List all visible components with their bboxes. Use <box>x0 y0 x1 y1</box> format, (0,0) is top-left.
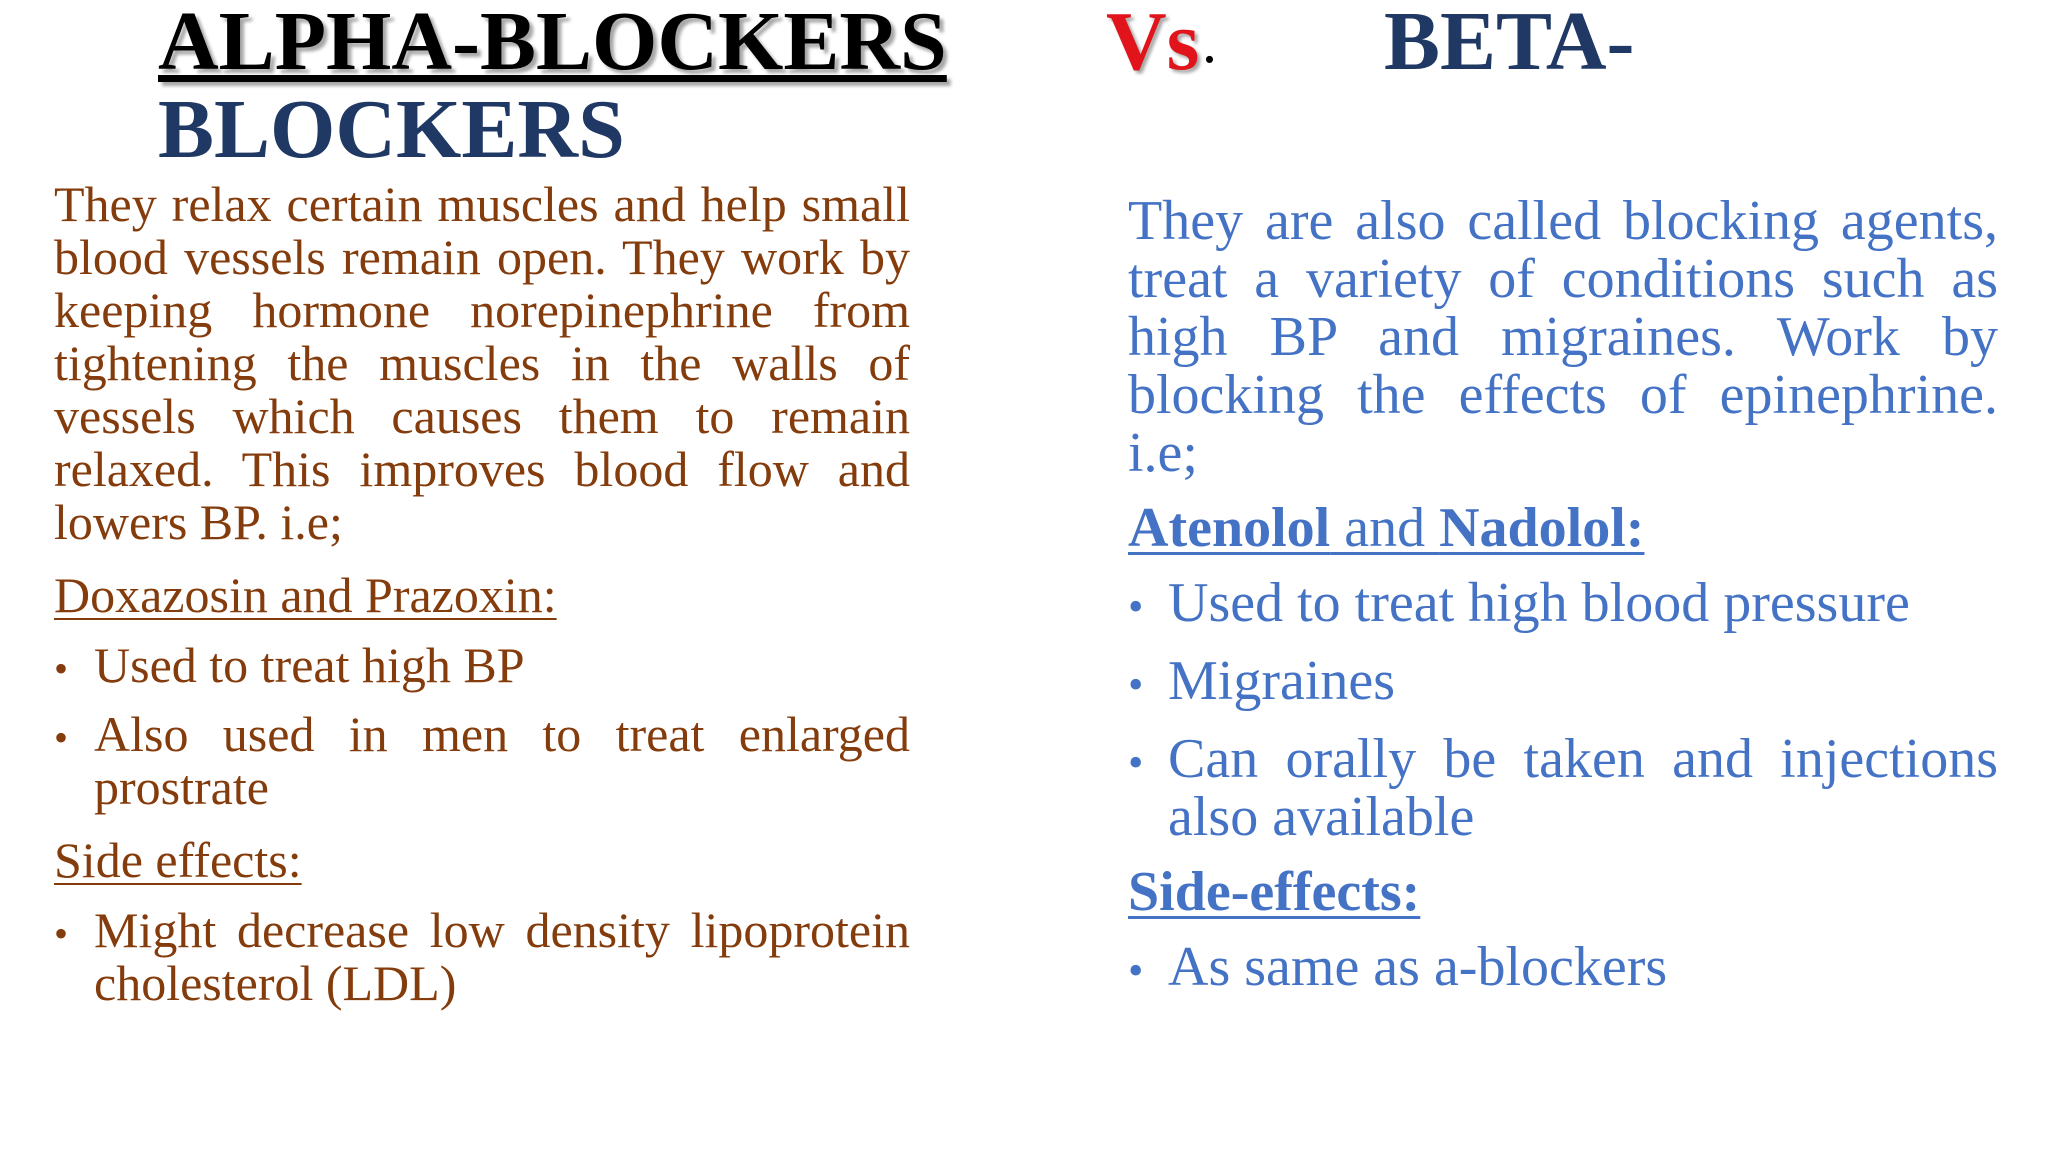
title-blockers: BLOCKERS <box>158 83 625 176</box>
alpha-use-text: Also used in men to treat enlarged prostrate <box>94 706 910 815</box>
beta-side-effect-text: As same as a-blockers <box>1168 936 1668 998</box>
list-item <box>54 708 910 814</box>
list-item <box>1128 730 1998 846</box>
bullet-icon: • <box>1128 660 1144 709</box>
alpha-blockers-column <box>54 178 910 1010</box>
beta-side-effects-heading: Side-effects: <box>1128 861 1421 923</box>
bullet-icon: • <box>54 646 69 691</box>
bullet-icon: • <box>1128 946 1144 995</box>
title-alpha-blockers: ALPHA-BLOCKERS <box>158 0 947 88</box>
bullet-icon: • <box>54 715 69 760</box>
list-item <box>1128 938 1998 996</box>
beta-example-atenolol: Atenolol <box>1128 497 1331 559</box>
list-item <box>1128 652 1998 710</box>
title-vs: Vs <box>1106 0 1200 88</box>
beta-use-text: Migraines <box>1168 650 1396 712</box>
bullet-icon: • <box>1128 582 1144 631</box>
alpha-uses-list <box>54 639 910 814</box>
alpha-use-text: Used to treat high BP <box>94 637 525 693</box>
alpha-examples-heading: Doxazosin and Prazoxin: <box>54 567 557 623</box>
beta-example-and: and <box>1330 497 1440 559</box>
alpha-description: They relax certain muscles and help small blood vessels remain open. They work by keeping hormone norepinephrine from tightening the muscles in the walls of vessels which causes them to remain relaxed. This improves blood flow and lowers BP. i.e; <box>54 176 910 550</box>
beta-use-text: Used to treat high blood pressure <box>1168 572 1910 634</box>
beta-uses-list <box>1128 574 1998 846</box>
title-beta: BETA- <box>1384 0 1635 88</box>
list-item <box>54 639 910 692</box>
list-item <box>54 904 910 1010</box>
beta-use-text: Can orally be taken and injections also available <box>1168 728 1998 848</box>
title-vs-dot: . <box>1202 9 1217 75</box>
beta-description: They are also called blocking agents, treat a variety of conditions such as high BP and migraines. Work by blocking the effects of epinephrine. i.e; <box>1128 190 1998 484</box>
beta-blockers-column <box>1128 192 1998 996</box>
beta-examples-heading <box>1128 496 1998 560</box>
alpha-side-effect-text: Might decrease low density lipoprotein cholesterol (LDL) <box>94 902 910 1011</box>
list-item <box>1128 574 1998 632</box>
alpha-side-effects-list <box>54 904 910 1010</box>
beta-example-nadolol: Nadolol: <box>1439 497 1645 559</box>
alpha-side-effects-heading: Side effects: <box>54 832 302 888</box>
bullet-icon: • <box>54 911 69 956</box>
beta-side-effects-list <box>1128 938 1998 996</box>
bullet-icon: • <box>1128 738 1144 787</box>
